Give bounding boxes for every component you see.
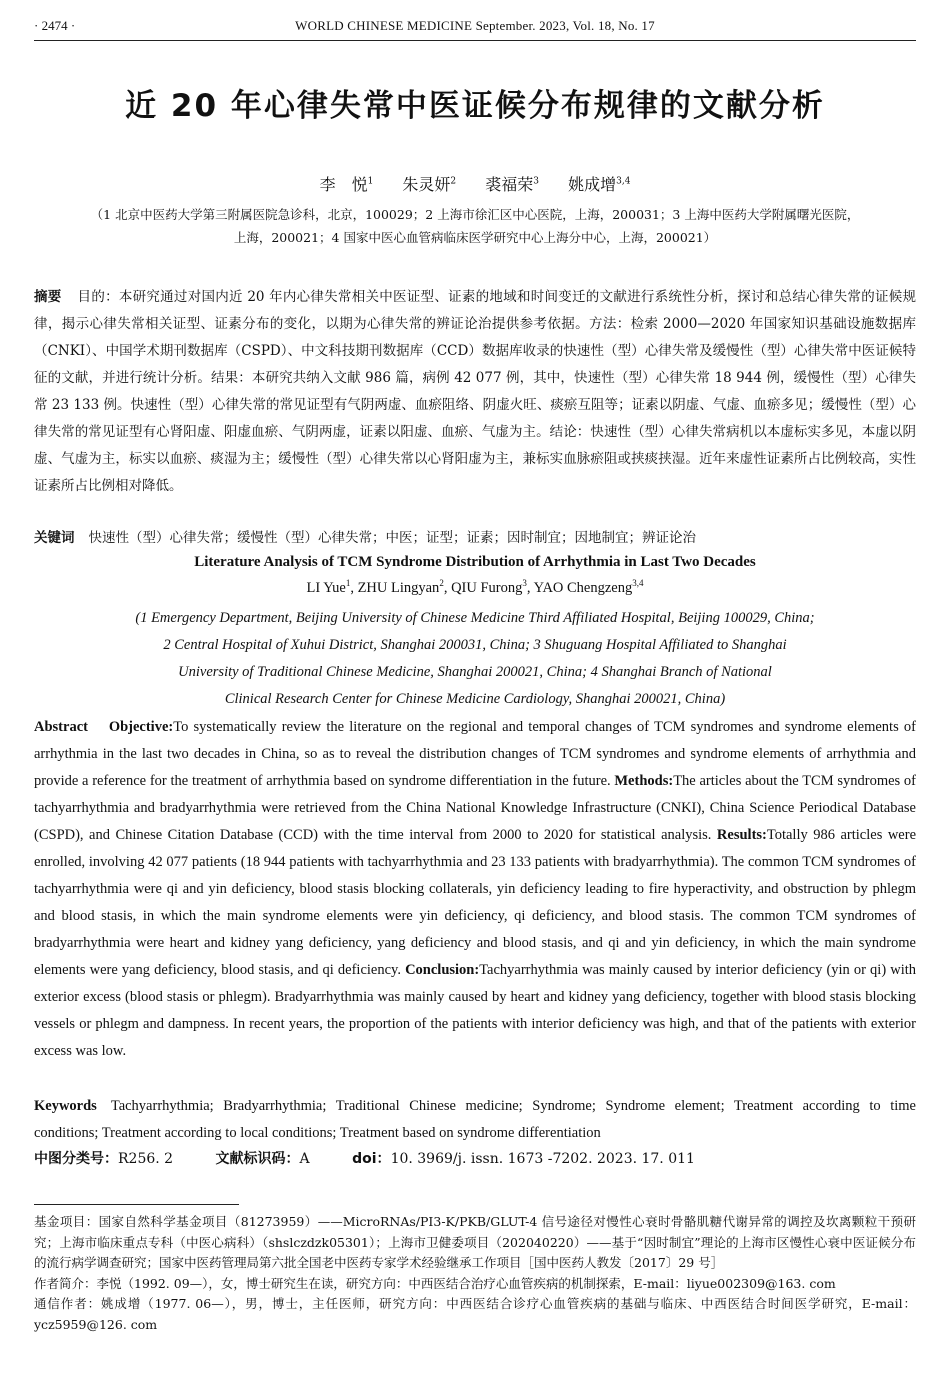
english-affiliations bbox=[60, 605, 890, 713]
abstract-cn-label: 摘要 bbox=[34, 289, 62, 305]
affiliation-en-line: (1 Emergency Department, Beijing University of Chinese Medicine Third Affiliated Hospital, Beijing 100029, China; bbox=[135, 610, 815, 626]
affiliation-en-line: Clinical Research Center for Chinese Medicine Cardiology, Shanghai 200021, China) bbox=[224, 691, 726, 707]
abstract-cn bbox=[34, 284, 916, 500]
author-bio-note: 作者简介：李悦（1992. 09—），女，博士研究生在读，研究方向：中西医结合治疗心血管疾病的机制探索，E-mail：liyue002309@163. com bbox=[34, 1275, 836, 1291]
footnote-rule bbox=[34, 1204, 239, 1205]
author-en: YAO Chengzeng$^{3,4}$ bbox=[533, 578, 644, 596]
funding-note: 基金项目：国家自然科学基金项目（81273959）——MicroRNAs/PI3-K/PKB/GLUT-4 信号途径对慢性心衰时骨骼肌糖代谢异常的调控及坎离颗粒干预研究；上海市临床重点专科（中医心病科）（shslczdzk05301）；上海市卫健委项目（202040220）——基于“因时制宜”理论的上海市区慢性心衰中医证候分布的流行病学调查研究；国家中医药管理局第六批全国老中医药专家学术经验继承工作项目［国中医药人教发〔2017〕29 号］ bbox=[34, 1214, 916, 1270]
author: 李 悦$^1$ bbox=[319, 175, 374, 194]
document-code: 文献标识码：A bbox=[215, 1151, 310, 1167]
page-number: · 2474 · bbox=[34, 18, 76, 33]
affiliation-en-line: University of Traditional Chinese Medicine, Shanghai 200021, China; 4 Shanghai Branch of National bbox=[178, 664, 772, 680]
conclusion-label: Conclusion: bbox=[405, 962, 480, 978]
article-meta bbox=[34, 1148, 916, 1168]
results-label: Results: bbox=[716, 827, 767, 843]
affiliation-line: （1 北京中医药大学第三附属医院急诊科，北京，100029；2 上海市徐汇区中心医院，上海，200031；3 上海中医药大学附属曙光医院， bbox=[90, 207, 860, 222]
results-text: Totally 986 articles were enrolled, involving 42 077 patients (18 944 patients with tachyarrhythmia and 23 133 patients with bradyarrhythmia). The common TCM syndromes of tachyarrhythmia were qi and yin deficiency, blood stasis blocking collaterals, yin deficiency leading to fire hyperactivity, and obstruction by phlegm and blood stasis, in which the main syndrome elements were yin deficiency, qi deficiency, and blood stasis. The common TCM syndromes of bradyarrhythmia were heart and kidney yang deficiency, yang deficiency and blood stasis, and qi and yin deficiency, in which the main syndrome elements were yang deficiency, blood stasis, and qi deficiency. bbox=[34, 827, 917, 978]
header-rule bbox=[34, 40, 916, 41]
keywords-en-text: Tachyarrhythmia; Bradyarrhythmia; Traditional Chinese medicine; Syndrome; Syndrome element; Treatment according to time conditions; Treatment according to local conditions; Treatment based on syndrome differentiation bbox=[34, 1098, 916, 1141]
english-author-list: LI Yue$^1$, ZHU Lingyan$^2$, QIU Furong$^3$, YAO Chengzeng$^{3,4}$ bbox=[306, 578, 644, 596]
author-en: QIU Furong$^3$ bbox=[451, 578, 527, 596]
keywords-cn-text: 快速性（型）心律失常；缓慢性（型）心律失常；中医；证型；证素；因时制宜；因地制宜；辨证论治 bbox=[88, 530, 696, 546]
author-en: ZHU Lingyan$^2$ bbox=[357, 578, 444, 596]
author-en: LI Yue$^1$ bbox=[306, 578, 351, 596]
methods-text: The articles about the TCM syndromes of tachyarrhythmia and bradyarrhythmia were retrieved from the China National Knowledge Infrastructure (CNKI), China Science Periodical Database (CSPD), and Chinese Citation Database (CCD) with the time interval from 2000 to 2020 for statistical analysis. bbox=[34, 773, 917, 843]
objective-text: To systematically review the literature on the regional and temporal changes of TCM syndromes and syndrome elements of arrhythmia in the last two decades in China, so as to reveal the distribution changes of TCM syndromes and syndrome elements of arrhythmia and provide a reference for the treatment of arrhythmia based on syndrome differentiation in the future. bbox=[34, 719, 916, 789]
journal-info: WORLD CHINESE MEDICINE September. 2023, Vol. 18, No. 17 bbox=[295, 18, 655, 33]
author: 裘福荣$^3$ bbox=[485, 175, 539, 194]
keywords-en-label: Keywords bbox=[34, 1098, 97, 1114]
author-list bbox=[0, 172, 950, 195]
abstract-cn-text: 目的：本研究通过对国内近 20 年内心律失常相关中医证型、证素的地域和时间变迁的文献进行系统性分析，探讨和总结心律失常的证候规律，揭示心律失常相关证型、证素分布的变化，以期为心律失常的辨证论治提供参考依据。方法：检索 2000—2020 年国家知识基础设施数据库（CNKI）、中国学术期刊数据库（CSPD）、中文科技期刊数据库（CCD）数据库收录的快速性（型）心律失常及缓慢性（型）心律失常中医证候特征的文献，并进行统计分析。结果：本研究共纳入文献 986 篇，病例 42 077 例，其中，快速性（型）心律失常 18 944 例，缓慢性（型）心律失常 23 133 例。快速性（型）心律失常的常见证型有气阴两虚、血瘀阻络、阴虚火旺、痰瘀互阻等；证素以阴虚、气虚、血瘀多见；缓慢性（型）心律失常的常见证型有心肾阳虚、阳虚血瘀、气阴两虚，证素以阳虚、血瘀、气虚为主。结论：快速性（型）心律失常病机以本虚标实多见，本虚以阴虚、气虚为主，标实以血瘀、痰湿为主；缓慢性（型）心律失常以心肾阳虚为主，兼标实血脉瘀阻或挟痰挟湿。近年来虚性证素所占比例较高，实性证素所占比例相对降低。 bbox=[34, 289, 917, 494]
english-title: Literature Analysis of TCM Syndrome Distribution of Arrhythmia in Last Two Decades bbox=[194, 554, 756, 570]
doi[interactable]: doi：10. 3969/j. issn. 1673 -7202. 2023. 17. 011 bbox=[352, 1151, 695, 1167]
footnotes bbox=[34, 1212, 916, 1335]
keywords-cn bbox=[34, 527, 916, 549]
author: 姚成增$^{3,4}$ bbox=[568, 175, 631, 194]
keywords-en bbox=[34, 1093, 916, 1147]
author: 朱灵妍$^2$ bbox=[402, 175, 457, 194]
clc-number: 中图分类号：R256. 2 bbox=[34, 1151, 174, 1167]
methods-label: Methods: bbox=[614, 773, 674, 789]
affiliation-line: 上海，200021；4 国家中医心血管病临床医学研究中心上海分中心，上海，200021） bbox=[233, 230, 717, 245]
corresponding-author-note: 通信作者：姚成增（1977. 06—），男，博士，主任医师，研究方向：中西医结合诊疗心血管疾病的基础与临床、中西医结合时间医学研究，E-mail：ycz5959@126. com bbox=[34, 1296, 916, 1332]
abstract-en-label: Abstract bbox=[34, 719, 88, 735]
article-title: 近 20 年心律失常中医证候分布规律的文献分析 bbox=[125, 88, 825, 124]
conclusion-text: Tachyarrhythmia was mainly caused by interior deficiency (yin or qi) with exterior excess (blood stasis or phlegm). Bradyarrhythmia was mainly caused by heart and kidney yang deficiency, together with blood stasis blocking vessels or phlegm and dampness. In recent years, the proportion of the patients with interior deficiency was high, and that of the patients with exterior excess was low. bbox=[34, 962, 917, 1059]
abstract-en bbox=[34, 714, 916, 1065]
objective-label: Objective: bbox=[108, 719, 174, 735]
keywords-cn-label: 关键词 bbox=[34, 530, 75, 546]
affiliation-en-line: 2 Central Hospital of Xuhui District, Shanghai 200031, China; 3 Shuguang Hospital Affiliated to Shanghai bbox=[163, 637, 787, 653]
affiliations bbox=[40, 203, 910, 249]
